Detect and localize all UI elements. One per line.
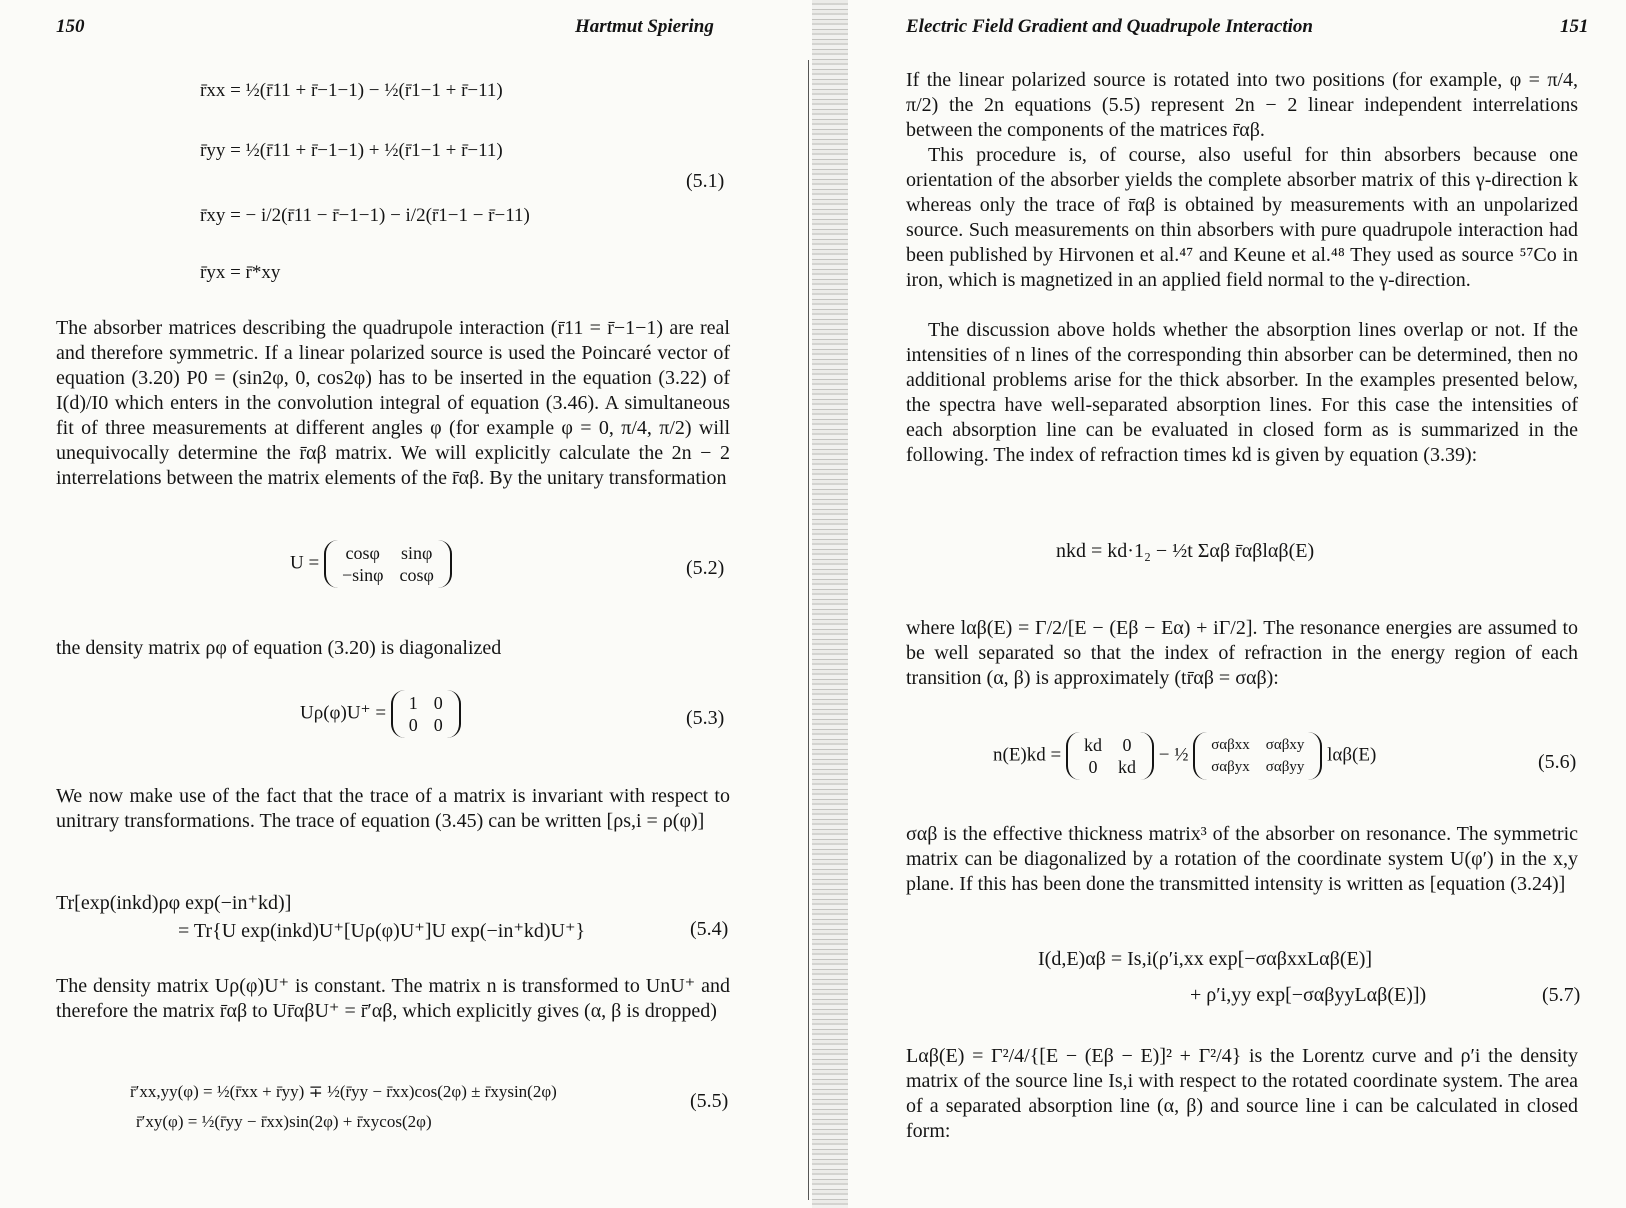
equation-nkd: nkd = kd·1₂ − ½t Σαβ r̄αβlαβ(E): [1056, 540, 1315, 562]
equation-5-1-line-1: r̄xx = ½(r̄11 + r̄−1−1) − ½(r̄1−1 + r̄−11): [200, 80, 503, 101]
kd-matrix: kd 0 0 kd: [1066, 732, 1154, 780]
equation-5-1-line-4: r̄yx = r̄*xy: [200, 262, 281, 283]
equation-5-5-line-1: r̄′xx,yy(φ) = ½(r̄xx + r̄yy) ∓ ½(r̄yy − r̄xx)cos(2φ) ± r̄xysin(2φ): [130, 1082, 557, 1101]
equation-5-5-line-2: r̄′xy(φ) = ½(r̄yy − r̄xx)sin(2φ) + r̄xycos(2φ): [136, 1112, 432, 1131]
equation-5-4-line-1: Tr[exp(inkd)ρφ exp(−in⁺kd)]: [56, 892, 292, 914]
equation-lhs: n(E)kd =: [993, 744, 1062, 766]
equation-lhs: Uρ(φ)U⁺ =: [300, 702, 387, 724]
equation-lhs: U =: [290, 552, 320, 574]
page-number: 151: [1560, 16, 1589, 37]
equation-5-4-line-2: = Tr{U exp(inkd)U⁺[Uρ(φ)U⁺]U exp(−in⁺kd)U⁺}: [178, 920, 586, 942]
equation-operator: − ½: [1158, 744, 1189, 766]
paragraph-absorption-lines: The discussion above holds whether the absorption lines overlap or not. If the intensities of n lines of the corresponding thin absorber can be determined, then no additional problems arise for the thick absorber. In the examples presented below, the spectra have well-separated absorption lines. For this case the intensities of each absorption line can be evaluated in closed form as is summarized in the following. The index of refraction times kd is given by equation (3.39):: [906, 319, 1578, 466]
paragraph-constant-density: The density matrix Uρ(φ)U⁺ is constant. The matrix n is transformed to UnU⁺ and therefore the matrix r̄αβ to Ur̄αβU⁺ = r̄′αβ, which explicitly gives (α, β is dropped): [56, 975, 730, 1022]
running-head: Hartmut Spiering: [575, 16, 714, 37]
paragraph-effective-thickness: σαβ is the effective thickness matrix³ of the absorber on resonance. The symmetric matrix can be diagonalized by a rotation of the coordinate system U(φ′) in the x,y plane. If this has been done the transmitted intensity is written as [equation (3.24)]: [906, 823, 1578, 895]
equation-number-5-5: (5.5): [690, 1090, 729, 1112]
page-number: 150: [56, 16, 85, 37]
right-page: [848, 0, 1626, 1208]
paragraph-density-matrix: the density matrix ρφ of equation (3.20) is diagonalized: [56, 637, 502, 659]
equation-number-5-7: (5.7): [1542, 984, 1581, 1006]
equation-number-5-4: (5.4): [690, 918, 729, 940]
diagonal-matrix: 1 0 0 0: [391, 690, 461, 738]
equation-5-6: [993, 732, 1376, 780]
equation-number-5-1: (5.1): [686, 170, 725, 192]
equation-5-7-line-1: I(d,E)αβ = Is,i(ρ′i,xx exp[−σαβxxLαβ(E)]: [1038, 948, 1373, 970]
paragraph-rotated-source: If the linear polarized source is rotated into two positions (for example, φ = π/4, π/2) the 2n equations (5.5) represent 2n − 2 linear independent interrelations between the components of the matrices r̄αβ.: [906, 69, 1578, 141]
paragraph-resonance-energies: where lαβ(E) = Γ/2/[E − (Eβ − Eα) + iΓ/2]. The resonance energies are assumed to be well separated so that the index of refraction in the energy region of each transition (α, β) is approximately (tr̄αβ = σαβ):: [906, 617, 1578, 689]
book-gutter: [812, 0, 848, 1208]
equation-5-1-line-2: r̄yy = ½(r̄11 + r̄−1−1) + ½(r̄1−1 + r̄−11): [200, 140, 503, 161]
paragraph-thin-absorbers: This procedure is, of course, also useful for thin absorbers because one orientation of the absorber yields the complete absorber matrix of this γ-direction k whereas only the trace of r̄αβ is obtained by measurements with an unpolarized source. Such measurements on thin absorbers with pure quadrupole interaction had been published by Hirvonen et al.⁴⁷ and Keune et al.⁴⁸ They used as source ⁵⁷Co in iron, which is magnetized in an applied field normal to the γ-direction.: [906, 144, 1578, 291]
equation-5-7-line-2: + ρ′i,yy exp[−σαβyyLαβ(E)]): [1190, 984, 1427, 1006]
paragraph-trace-invariance: We now make use of the fact that the trace of a matrix is invariant with respect to unitrary transformations. The trace of equation (3.45) can be written [ρs,i = ρ(φ)]: [56, 785, 730, 832]
equation-number-5-6: (5.6): [1538, 751, 1577, 773]
rotation-matrix: cosφ sinφ −sinφ cosφ: [324, 540, 452, 588]
equation-5-2: [290, 540, 452, 588]
equation-5-3: [300, 690, 461, 738]
paragraph-lorentz-curve: Lαβ(E) = Γ²/4/{[E − (Eβ − E)]² + Γ²/4} is the Lorentz curve and ρ′i the density matrix of the source line Is,i with respect to the rotated coordinate system. The area of a separated absorption line (α, β) and source line i can be calculated in closed form:: [906, 1045, 1578, 1142]
paragraph-absorber-matrices: The absorber matrices describing the quadrupole interaction (r̄11 = r̄−1−1) are real and therefore symmetric. If a linear polarized source is used the Poincaré vector of equation (3.20) P0 = (sin2φ, 0, cos2φ) has to be inserted in the equation (3.22) of I(d)/I0 which enters in the convolution integral of equation (3.46). A simultaneous fit of three measurements at different angles φ (for example φ = 0, π/4, π/2) will unequivocally determine the r̄αβ matrix. We will explicitly calculate the 2n − 2 interrelations between the matrix elements of the r̄αβ. By the unitary transformation: [56, 317, 730, 489]
equation-rhs: lαβ(E): [1327, 744, 1377, 766]
equation-number-5-2: (5.2): [686, 557, 725, 579]
left-page: [0, 0, 812, 1208]
running-head: Electric Field Gradient and Quadrupole Interaction: [906, 16, 1313, 37]
sigma-matrix: σαβxx σαβxy σαβyx σαβyy: [1193, 732, 1322, 780]
equation-5-1-line-3: r̄xy = − i/2(r̄11 − r̄−1−1) − i/2(r̄1−1 − r̄−11): [200, 205, 530, 226]
equation-number-5-3: (5.3): [686, 707, 725, 729]
